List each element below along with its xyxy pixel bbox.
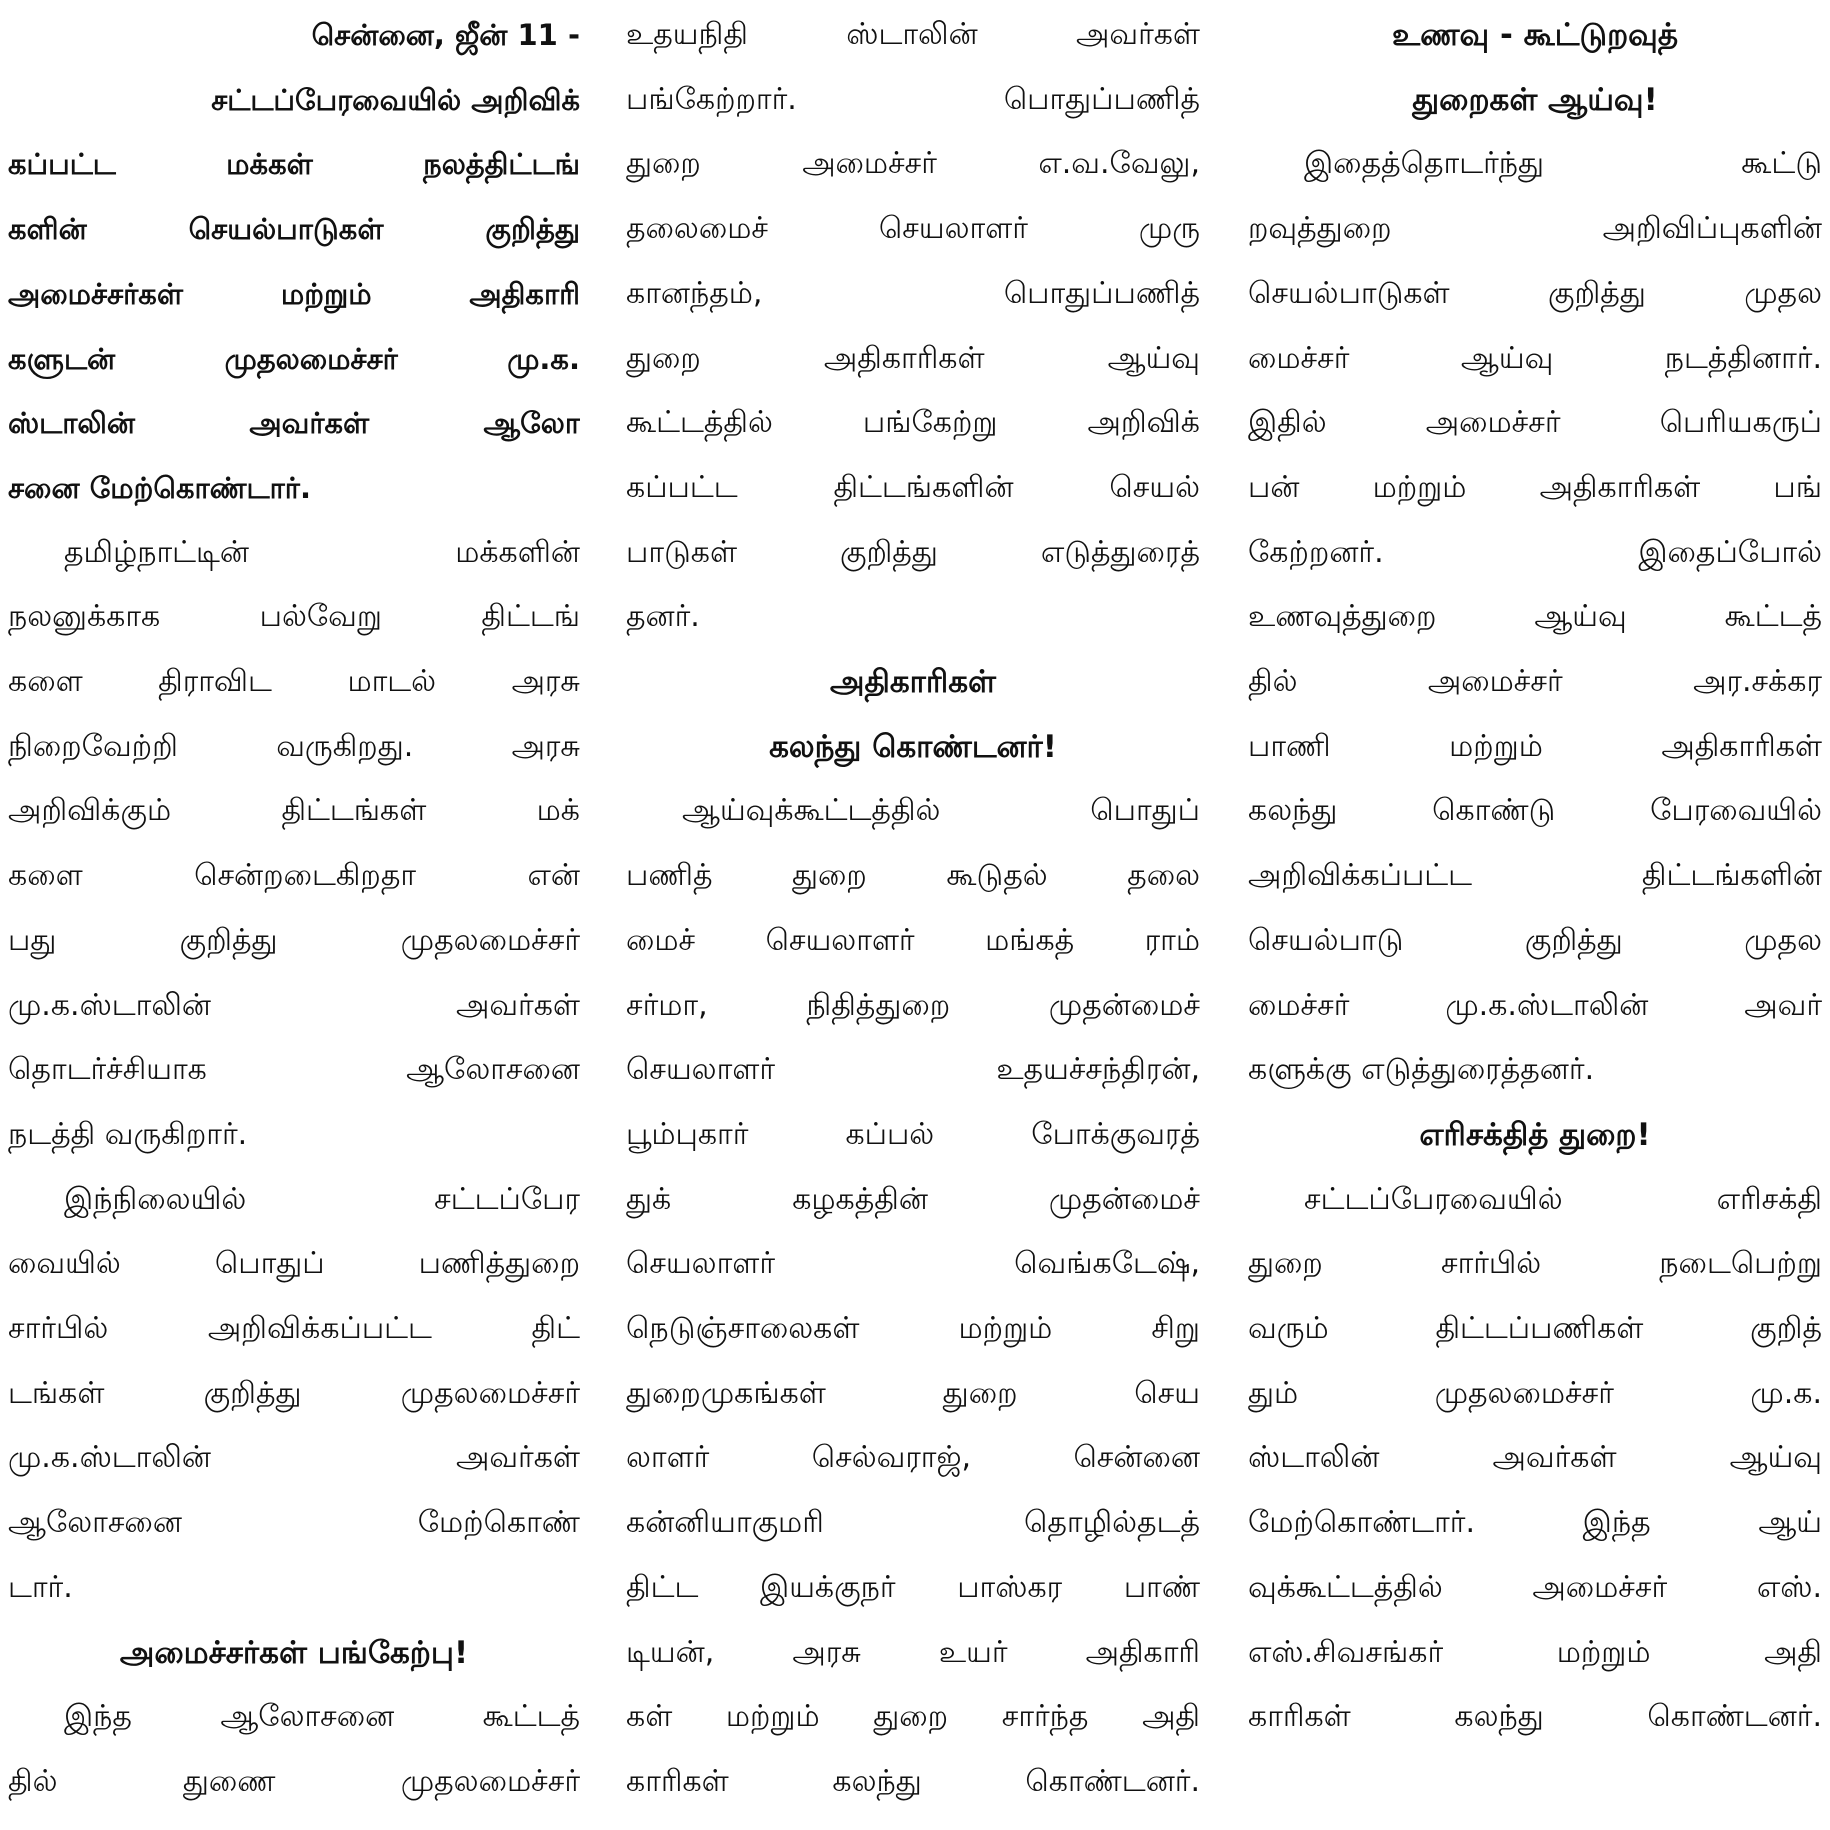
body-text-line: இந்த ஆலோசனை கூட்டத் [64, 1699, 580, 1735]
body-text-line: கூட்டத்தில் பங்கேற்று அறிவிக் [626, 405, 1200, 441]
body-text-line: தனர். [626, 599, 700, 635]
body-text-line: துறை சார்பில் நடைபெற்று [1248, 1246, 1822, 1282]
body-text-line: களை சென்றடைகிறதா என் [8, 858, 580, 894]
body-text-line: தமிழ்நாட்டின் மக்களின் [64, 534, 580, 570]
body-text-line: தில் துணை முதலமைச்சர் [8, 1763, 580, 1799]
body-text-line: செயல்பாடு குறித்து முதல [1248, 922, 1822, 958]
body-text-line: வையில் பொதுப் பணித்துறை [8, 1246, 580, 1282]
body-text-line: தும் முதலமைச்சர் மு.க. [1248, 1375, 1822, 1411]
body-text-line: சார்பில் அறிவிக்கப்பட்ட திட் [8, 1311, 580, 1346]
body-text-line: மைச்சர் ஆய்வு நடத்தினார். [1248, 340, 1822, 376]
body-text-line: துறைமுகங்கள் துறை செய [626, 1375, 1200, 1411]
article-column-1 [8, 0, 580, 1830]
body-text-line: பன் மற்றும் அதிகாரிகள் பங் [1248, 469, 1822, 505]
body-text-line: கள் மற்றும் துறை சார்ந்த அதி [626, 1699, 1200, 1735]
body-text-line: தில் அமைச்சர் அர.சக்கர [1248, 664, 1822, 699]
body-text-line: மைச் செயலாளர் மங்கத் ராம் [626, 922, 1200, 958]
body-text-line: காரிகள் கலந்து கொண்டனர். [1248, 1699, 1822, 1735]
lead-paragraph-line: களின் செயல்பாடுகள் குறித்து [8, 212, 580, 247]
body-text-line: துறை அதிகாரிகள் ஆய்வு [626, 340, 1200, 376]
lead-paragraph-line: சென்னை, ஜீன் 11 - [311, 18, 580, 52]
body-text-line: பணித் துறை கூடுதல் தலை [626, 858, 1200, 894]
body-text-line: வுக்கூட்டத்தில் அமைச்சர் எஸ். [1248, 1569, 1822, 1605]
body-text-line: மேற்கொண்டார். இந்த ஆய் [1248, 1505, 1822, 1541]
body-text-line: லாளர் செல்வராஜ், சென்னை [626, 1440, 1200, 1476]
body-text-line: பாடுகள் குறித்து எடுத்துரைத் [626, 534, 1200, 570]
lead-paragraph-line: களுடன் முதலமைச்சர் மு.க. [8, 341, 580, 376]
body-text-line: பூம்புகார் கப்பல் போக்குவரத் [626, 1116, 1200, 1152]
body-text-line: சர்மா, நிதித்துறை முதன்மைச் [626, 987, 1200, 1023]
body-text-line: இதைத்தொடர்ந்து கூட்டு [1304, 146, 1822, 182]
body-text-line: கப்பட்ட திட்டங்களின் செயல் [626, 469, 1200, 505]
body-text-line: டியன், அரசு உயர் அதிகாரி [626, 1634, 1200, 1670]
body-text-line: நிறைவேற்றி வருகிறது. அரசு [8, 728, 580, 764]
body-text-line: கேற்றனர். இதைப்போல் [1248, 534, 1822, 570]
subheading: அதிகாரிகள் [830, 664, 996, 700]
body-text-line: கலந்து கொண்டு பேரவையில் [1248, 793, 1822, 829]
body-text-line: நடத்தி வருகிறார். [8, 1116, 248, 1152]
body-text-line: காரிகள் கலந்து கொண்டனர். [626, 1763, 1200, 1799]
body-text-line: துக் கழகத்தின் முதன்மைச் [626, 1181, 1200, 1217]
body-text-line: றவுத்துறை அறிவிப்புகளின் [1248, 211, 1822, 247]
body-text-line: உதயநிதி ஸ்டாலின் அவர்கள் [626, 17, 1200, 52]
body-text-line: களுக்கு எடுத்துரைத்தனர். [1248, 1052, 1595, 1088]
body-text-line: அறிவிக்கப்பட்ட திட்டங்களின் [1248, 858, 1822, 894]
body-text-line: இதில் அமைச்சர் பெரியகருப் [1248, 405, 1822, 441]
body-text-line: ஆலோசனை மேற்கொண் [8, 1505, 580, 1541]
body-text-line: பது குறித்து முதலமைச்சர் [8, 922, 580, 958]
body-text-line: ஸ்டாலின் அவர்கள் ஆய்வு [1248, 1440, 1822, 1476]
body-text-line: செயலாளர் வெங்கடேஷ், [626, 1246, 1200, 1282]
body-text-line: டார். [8, 1569, 73, 1605]
body-text-line: தொடர்ச்சியாக ஆலோசனை [8, 1052, 580, 1088]
body-text-line: செயலாளர் உதயச்சந்திரன், [626, 1052, 1200, 1088]
lead-paragraph-line: சனை மேற்கொண்டார். [8, 470, 311, 505]
body-text-line: டங்கள் குறித்து முதலமைச்சர் [8, 1375, 580, 1411]
subheading: துறைகள் ஆய்வு! [1412, 81, 1658, 118]
body-text-line: அறிவிக்கும் திட்டங்கள் மக் [8, 793, 580, 829]
body-text-line: துறை அமைச்சர் எ.வ.வேலு, [626, 146, 1200, 182]
body-text-line: மு.க.ஸ்டாலின் அவர்கள் [8, 987, 580, 1023]
lead-paragraph-line: கப்பட்ட மக்கள் நலத்திட்டங் [8, 147, 580, 182]
body-text-line: பங்கேற்றார். பொதுப்பணித் [626, 81, 1200, 117]
subheading: எரிசக்தித் துறை! [1419, 1116, 1651, 1153]
subheading: அமைச்சர்கள் பங்கேற்பு! [119, 1634, 469, 1671]
body-text-line: ஆய்வுக்கூட்டத்தில் பொதுப் [682, 793, 1200, 829]
body-text-line: எஸ்.சிவசங்கர் மற்றும் அதி [1248, 1634, 1822, 1670]
subheading: கலந்து கொண்டனர்! [769, 728, 1057, 765]
lead-paragraph-line: சட்டப்பேரவையில் அறிவிக் [211, 82, 580, 117]
body-text-line: இந்நிலையில் சட்டப்பேர [64, 1181, 580, 1217]
lead-paragraph-line: அமைச்சர்கள் மற்றும் அதிகாரி [8, 276, 580, 311]
body-text-line: பாணி மற்றும் அதிகாரிகள் [1248, 728, 1822, 764]
body-text-line: கானந்தம், பொதுப்பணித் [626, 275, 1200, 311]
body-text-line: திட்ட இயக்குநர் பாஸ்கர பாண் [626, 1569, 1200, 1605]
body-text-line: மு.க.ஸ்டாலின் அவர்கள் [8, 1440, 580, 1476]
lead-paragraph-line: ஸ்டாலின் அவர்கள் ஆலோ [8, 406, 580, 441]
body-text-line: நெடுஞ்சாலைகள் மற்றும் சிறு [626, 1311, 1200, 1346]
body-text-line: மைச்சர் மு.க.ஸ்டாலின் அவர் [1248, 987, 1822, 1023]
body-text-line: களை திராவிட மாடல் அரசு [8, 664, 580, 699]
article-column-3 [1248, 0, 1822, 1830]
body-text-line: நலனுக்காக பல்வேறு திட்டங் [8, 599, 580, 635]
body-text-line: உணவுத்துறை ஆய்வு கூட்டத் [1248, 599, 1822, 635]
body-text-line: தலைமைச் செயலாளர் முரு [626, 211, 1200, 247]
body-text-line: சட்டப்பேரவையில் எரிசக்தி [1304, 1181, 1822, 1217]
subheading: உணவு - கூட்டுறவுத் [1391, 17, 1679, 53]
article-column-2 [626, 0, 1200, 1830]
body-text-line: கன்னியாகுமரி தொழில்தடத் [626, 1505, 1200, 1541]
body-text-line: வரும் திட்டப்பணிகள் குறித் [1248, 1311, 1822, 1346]
body-text-line: செயல்பாடுகள் குறித்து முதல [1248, 275, 1822, 311]
